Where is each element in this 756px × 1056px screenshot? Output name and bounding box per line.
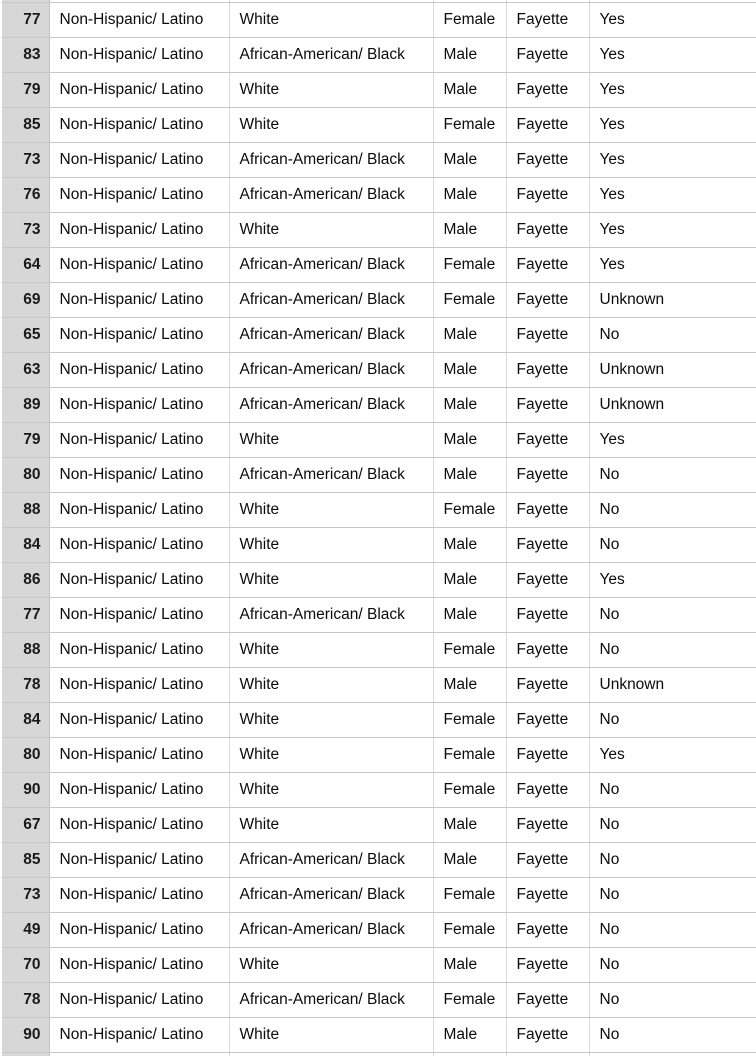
county-cell[interactable]: Fayette <box>506 213 589 248</box>
ethnicity-cell[interactable]: Non-Hispanic/ Latino <box>49 773 229 808</box>
race-cell[interactable]: White <box>229 213 433 248</box>
county-cell[interactable]: Fayette <box>506 493 589 528</box>
sex-cell[interactable]: Male <box>433 143 506 178</box>
county-cell[interactable]: Fayette <box>506 843 589 878</box>
table-row <box>1 143 756 178</box>
yes-no-cell[interactable]: No <box>589 843 756 878</box>
race-cell[interactable]: White <box>229 73 433 108</box>
number-cell[interactable]: 79 <box>1 73 49 108</box>
table-row <box>1 458 756 493</box>
number-cell-partial <box>1 1053 49 1056</box>
number-cell[interactable]: 73 <box>1 143 49 178</box>
yes-no-cell[interactable]: No <box>589 633 756 668</box>
race-cell[interactable]: African-American/ Black <box>229 283 433 318</box>
race-cell[interactable]: White <box>229 808 433 843</box>
county-cell[interactable]: Fayette <box>506 423 589 458</box>
ethnicity-cell[interactable]: Non-Hispanic/ Latino <box>49 388 229 423</box>
county-cell[interactable]: Fayette <box>506 353 589 388</box>
table-row <box>1 738 756 773</box>
race-cell[interactable]: White <box>229 423 433 458</box>
number-cell[interactable]: 64 <box>1 248 49 283</box>
yes-no-cell[interactable]: No <box>589 703 756 738</box>
county-cell[interactable]: Fayette <box>506 528 589 563</box>
ethnicity-cell[interactable]: Non-Hispanic/ Latino <box>49 353 229 388</box>
yes-no-cell[interactable]: No <box>589 878 756 913</box>
yes-no-cell[interactable]: Yes <box>589 423 756 458</box>
number-cell[interactable]: 89 <box>1 388 49 423</box>
table-row <box>1 633 756 668</box>
county-cell[interactable]: Fayette <box>506 458 589 493</box>
race-cell[interactable]: White <box>229 948 433 983</box>
number-cell[interactable]: 84 <box>1 703 49 738</box>
ethnicity-cell[interactable]: Non-Hispanic/ Latino <box>49 423 229 458</box>
sex-cell[interactable]: Female <box>433 633 506 668</box>
yes-no-cell[interactable]: Yes <box>589 213 756 248</box>
county-cell[interactable]: Fayette <box>506 598 589 633</box>
table-body <box>1 0 756 1056</box>
table-row <box>1 353 756 388</box>
county-cell[interactable]: Fayette <box>506 178 589 213</box>
table-row <box>1 493 756 528</box>
table-row <box>1 1018 756 1053</box>
table-row <box>1 703 756 738</box>
ethnicity-cell[interactable]: Non-Hispanic/ Latino <box>49 213 229 248</box>
ethnicity-cell[interactable]: Non-Hispanic/ Latino <box>49 143 229 178</box>
county-cell[interactable]: Fayette <box>506 108 589 143</box>
number-cell[interactable]: 69 <box>1 283 49 318</box>
ethnicity-cell[interactable]: Non-Hispanic/ Latino <box>49 458 229 493</box>
table-row <box>1 668 756 703</box>
ethnicity-cell[interactable]: Non-Hispanic/ Latino <box>49 318 229 353</box>
ethnicity-cell[interactable]: Non-Hispanic/ Latino <box>49 843 229 878</box>
number-cell[interactable]: 85 <box>1 843 49 878</box>
yes-no-cell[interactable]: No <box>589 458 756 493</box>
county-cell[interactable]: Fayette <box>506 563 589 598</box>
county-cell[interactable]: Fayette <box>506 3 589 38</box>
ethnicity-cell[interactable]: Non-Hispanic/ Latino <box>49 738 229 773</box>
table-row <box>1 808 756 843</box>
number-cell[interactable]: 76 <box>1 178 49 213</box>
ethnicity-cell[interactable]: Non-Hispanic/ Latino <box>49 878 229 913</box>
table-row <box>1 598 756 633</box>
table-row <box>1 178 756 213</box>
number-cell[interactable]: 80 <box>1 458 49 493</box>
table-row <box>1 528 756 563</box>
county-cell[interactable]: Fayette <box>506 913 589 948</box>
race-cell[interactable]: White <box>229 773 433 808</box>
county-cell[interactable]: Fayette <box>506 283 589 318</box>
number-cell[interactable]: 78 <box>1 983 49 1018</box>
number-cell[interactable]: 78 <box>1 668 49 703</box>
race-cell[interactable]: White <box>229 528 433 563</box>
ethnicity-cell[interactable]: Non-Hispanic/ Latino <box>49 528 229 563</box>
yes-no-cell[interactable]: No <box>589 493 756 528</box>
county-cell[interactable]: Fayette <box>506 703 589 738</box>
table-row <box>1 563 756 598</box>
yes-no-cell[interactable]: Unknown <box>589 668 756 703</box>
ethnicity-cell[interactable]: Non-Hispanic/ Latino <box>49 3 229 38</box>
ethnicity-cell[interactable]: Non-Hispanic/ Latino <box>49 248 229 283</box>
number-cell[interactable]: 79 <box>1 423 49 458</box>
race-cell[interactable]: White <box>229 493 433 528</box>
race-cell[interactable]: White <box>229 633 433 668</box>
race-cell[interactable]: African-American/ Black <box>229 178 433 213</box>
table-row <box>1 948 756 983</box>
race-cell[interactable]: African-American/ Black <box>229 353 433 388</box>
ethnicity-cell[interactable]: Non-Hispanic/ Latino <box>49 703 229 738</box>
ethnicity-cell[interactable]: Non-Hispanic/ Latino <box>49 1018 229 1053</box>
number-cell[interactable]: 49 <box>1 913 49 948</box>
race-cell[interactable]: African-American/ Black <box>229 143 433 178</box>
sex-cell[interactable]: Female <box>433 773 506 808</box>
race-cell[interactable]: African-American/ Black <box>229 458 433 493</box>
table-row <box>1 283 756 318</box>
county-cell[interactable]: Fayette <box>506 248 589 283</box>
sex-cell[interactable]: Male <box>433 528 506 563</box>
sex-cell[interactable]: Female <box>433 738 506 773</box>
county-cell[interactable]: Fayette <box>506 773 589 808</box>
number-cell[interactable]: 73 <box>1 213 49 248</box>
race-cell[interactable]: African-American/ Black <box>229 38 433 73</box>
yes-no-cell[interactable]: Yes <box>589 563 756 598</box>
yes-no-cell[interactable]: Unknown <box>589 283 756 318</box>
county-cell-partial <box>506 1053 589 1056</box>
county-cell[interactable]: Fayette <box>506 73 589 108</box>
yes-no-cell[interactable]: Yes <box>589 738 756 773</box>
table-row <box>1 843 756 878</box>
number-cell[interactable]: 67 <box>1 808 49 843</box>
race-cell[interactable]: African-American/ Black <box>229 598 433 633</box>
sex-cell[interactable]: Female <box>433 108 506 143</box>
county-cell[interactable]: Fayette <box>506 668 589 703</box>
sex-cell[interactable]: Male <box>433 178 506 213</box>
table-row <box>1 388 756 423</box>
ethnicity-cell[interactable]: Non-Hispanic/ Latino <box>49 668 229 703</box>
yes-no-cell[interactable]: Yes <box>589 248 756 283</box>
county-cell[interactable]: Fayette <box>506 878 589 913</box>
yes-no-cell[interactable]: Yes <box>589 178 756 213</box>
table-row <box>1 108 756 143</box>
yes-no-cell[interactable]: Yes <box>589 38 756 73</box>
sex-cell[interactable]: Male <box>433 353 506 388</box>
county-cell[interactable]: Fayette <box>506 388 589 423</box>
sex-cell[interactable]: Female <box>433 878 506 913</box>
ethnicity-cell[interactable]: Non-Hispanic/ Latino <box>49 563 229 598</box>
number-cell[interactable]: 70 <box>1 948 49 983</box>
sex-cell[interactable]: Male <box>433 318 506 353</box>
county-cell[interactable]: Fayette <box>506 1018 589 1053</box>
table-row <box>1 913 756 948</box>
ethnicity-cell[interactable]: Non-Hispanic/ Latino <box>49 808 229 843</box>
yes-no-cell[interactable]: No <box>589 318 756 353</box>
number-cell[interactable]: 84 <box>1 528 49 563</box>
number-cell[interactable]: 90 <box>1 773 49 808</box>
sex-cell[interactable]: Male <box>433 1018 506 1053</box>
number-cell[interactable]: 90 <box>1 1018 49 1053</box>
yes-no-cell[interactable]: Unknown <box>589 353 756 388</box>
race-cell[interactable]: African-American/ Black <box>229 318 433 353</box>
number-cell[interactable]: 73 <box>1 878 49 913</box>
ethnicity-cell[interactable]: Non-Hispanic/ Latino <box>49 913 229 948</box>
table-row <box>1 423 756 458</box>
table-row <box>1 213 756 248</box>
race-cell[interactable]: African-American/ Black <box>229 388 433 423</box>
race-cell[interactable]: African-American/ Black <box>229 248 433 283</box>
table-row <box>1 38 756 73</box>
race-cell[interactable]: White <box>229 1018 433 1053</box>
race-cell[interactable]: White <box>229 3 433 38</box>
sex-cell[interactable]: Male <box>433 423 506 458</box>
sex-cell-partial <box>433 1053 506 1056</box>
yes-no-cell[interactable]: Yes <box>589 73 756 108</box>
yes-no-cell-partial <box>589 1053 756 1056</box>
sex-cell[interactable]: Female <box>433 493 506 528</box>
table-row <box>1 3 756 38</box>
yes-no-cell[interactable]: No <box>589 808 756 843</box>
table-row <box>1 248 756 283</box>
sex-cell[interactable]: Female <box>433 703 506 738</box>
partial-row-bottom <box>1 1053 756 1056</box>
race-cell[interactable]: White <box>229 668 433 703</box>
yes-no-cell[interactable]: Yes <box>589 143 756 178</box>
sex-cell[interactable]: Female <box>433 3 506 38</box>
sex-cell[interactable]: Male <box>433 948 506 983</box>
county-cell[interactable]: Fayette <box>506 38 589 73</box>
sex-cell[interactable]: Male <box>433 388 506 423</box>
number-cell[interactable]: 86 <box>1 563 49 598</box>
ethnicity-cell[interactable]: Non-Hispanic/ Latino <box>49 948 229 983</box>
ethnicity-cell[interactable]: Non-Hispanic/ Latino <box>49 598 229 633</box>
yes-no-cell[interactable]: No <box>589 948 756 983</box>
ethnicity-cell[interactable]: Non-Hispanic/ Latino <box>49 178 229 213</box>
sex-cell[interactable]: Female <box>433 248 506 283</box>
race-cell[interactable]: African-American/ Black <box>229 983 433 1018</box>
race-cell[interactable]: White <box>229 563 433 598</box>
ethnicity-cell[interactable]: Non-Hispanic/ Latino <box>49 108 229 143</box>
ethnicity-cell[interactable]: Non-Hispanic/ Latino <box>49 493 229 528</box>
number-cell[interactable]: 80 <box>1 738 49 773</box>
race-cell[interactable]: African-American/ Black <box>229 878 433 913</box>
ethnicity-cell[interactable]: Non-Hispanic/ Latino <box>49 633 229 668</box>
race-cell-partial <box>229 1053 433 1056</box>
table-row <box>1 318 756 353</box>
yes-no-cell[interactable]: No <box>589 913 756 948</box>
number-cell[interactable]: 77 <box>1 3 49 38</box>
sex-cell[interactable]: Male <box>433 598 506 633</box>
number-cell[interactable]: 88 <box>1 493 49 528</box>
sex-cell[interactable]: Male <box>433 808 506 843</box>
race-cell[interactable]: White <box>229 738 433 773</box>
ethnicity-cell[interactable]: Non-Hispanic/ Latino <box>49 73 229 108</box>
race-cell[interactable]: African-American/ Black <box>229 913 433 948</box>
race-cell[interactable]: White <box>229 703 433 738</box>
yes-no-cell[interactable]: Unknown <box>589 388 756 423</box>
table-row <box>1 983 756 1018</box>
number-cell[interactable]: 77 <box>1 598 49 633</box>
sex-cell[interactable]: Female <box>433 983 506 1018</box>
yes-no-cell[interactable]: No <box>589 528 756 563</box>
county-cell[interactable]: Fayette <box>506 983 589 1018</box>
sex-cell[interactable]: Male <box>433 563 506 598</box>
race-cell[interactable]: White <box>229 108 433 143</box>
yes-no-cell[interactable]: No <box>589 983 756 1018</box>
number-cell[interactable]: 88 <box>1 633 49 668</box>
yes-no-cell[interactable]: No <box>589 773 756 808</box>
ethnicity-cell[interactable]: Non-Hispanic/ Latino <box>49 283 229 318</box>
sex-cell[interactable]: Male <box>433 213 506 248</box>
yes-no-cell[interactable]: No <box>589 598 756 633</box>
county-cell[interactable]: Fayette <box>506 633 589 668</box>
table-row <box>1 773 756 808</box>
county-cell[interactable]: Fayette <box>506 318 589 353</box>
number-cell[interactable]: 83 <box>1 38 49 73</box>
yes-no-cell[interactable]: Yes <box>589 3 756 38</box>
table-row <box>1 73 756 108</box>
county-cell[interactable]: Fayette <box>506 948 589 983</box>
yes-no-cell[interactable]: Yes <box>589 108 756 143</box>
ethnicity-cell-partial <box>49 1053 229 1056</box>
yes-no-cell[interactable]: No <box>589 1018 756 1053</box>
race-cell[interactable]: African-American/ Black <box>229 843 433 878</box>
ethnicity-cell[interactable]: Non-Hispanic/ Latino <box>49 983 229 1018</box>
number-cell[interactable]: 63 <box>1 353 49 388</box>
sex-cell[interactable]: Male <box>433 668 506 703</box>
number-cell[interactable]: 65 <box>1 318 49 353</box>
sex-cell[interactable]: Male <box>433 73 506 108</box>
table-row <box>1 878 756 913</box>
number-cell[interactable]: 85 <box>1 108 49 143</box>
ethnicity-cell[interactable]: Non-Hispanic/ Latino <box>49 38 229 73</box>
sex-cell[interactable]: Male <box>433 38 506 73</box>
county-cell[interactable]: Fayette <box>506 143 589 178</box>
sex-cell[interactable]: Male <box>433 843 506 878</box>
county-cell[interactable]: Fayette <box>506 738 589 773</box>
sex-cell[interactable]: Female <box>433 283 506 318</box>
sex-cell[interactable]: Female <box>433 913 506 948</box>
sex-cell[interactable]: Male <box>433 458 506 493</box>
county-cell[interactable]: Fayette <box>506 808 589 843</box>
